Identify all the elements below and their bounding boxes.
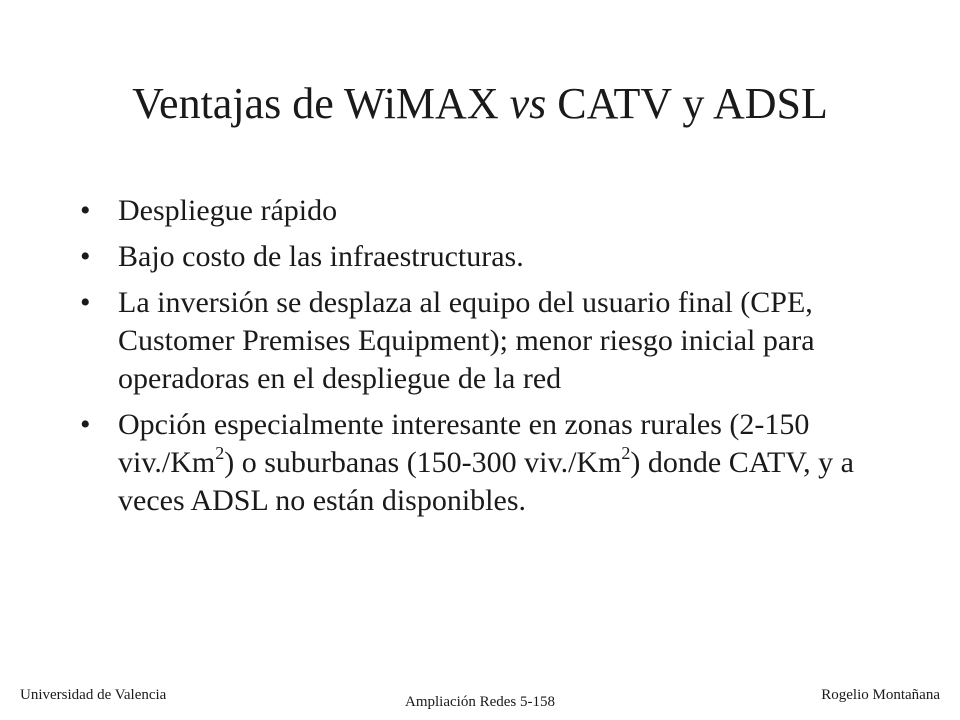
slide-title — [0, 76, 960, 132]
bullet-text-part-1: Opción especialmente interesante en zonas rurales (2-150 viv./Km — [118, 408, 810, 479]
bullet-text — [118, 408, 854, 517]
footer-course-page: Ampliación Redes 5-158 — [405, 694, 555, 710]
bullet-item-3 — [80, 284, 900, 398]
bullet-text: La inversión se desplaza al equipo del usuario final (CPE, Customer Premises Equipment); menor riesgo inicial para operadoras en el despliegue de la red — [118, 286, 815, 395]
bullet-item-4 — [80, 406, 900, 520]
title-text-pre: Ventajas de WiMAX — [132, 79, 510, 128]
bullet-text: Bajo costo de las infraestructuras. — [118, 240, 524, 273]
bullet-dot: • — [80, 240, 91, 273]
bullet-dot: • — [80, 286, 91, 319]
bullet-item-1 — [80, 192, 900, 230]
superscript-2: 2 — [621, 443, 631, 463]
bullet-text-part-3: ) donde CATV, y a veces ADSL no están disponibles. — [118, 446, 854, 517]
bullet-text-part-2: ) o suburbanas (150-300 viv./Km — [224, 446, 622, 479]
bullet-dot: • — [80, 194, 91, 227]
title-text-vs: vs — [509, 79, 547, 128]
footer-institution: Universidad de Valencia — [20, 687, 167, 703]
footer-author: Rogelio Montañana — [821, 687, 940, 703]
bullet-text: Despliegue rápido — [118, 194, 338, 227]
bullet-dot: • — [80, 408, 91, 441]
title-text-post: CATV y ADSL — [546, 79, 828, 128]
bullet-list — [80, 192, 900, 528]
superscript-2: 2 — [215, 443, 225, 463]
bullet-item-2 — [80, 238, 900, 276]
